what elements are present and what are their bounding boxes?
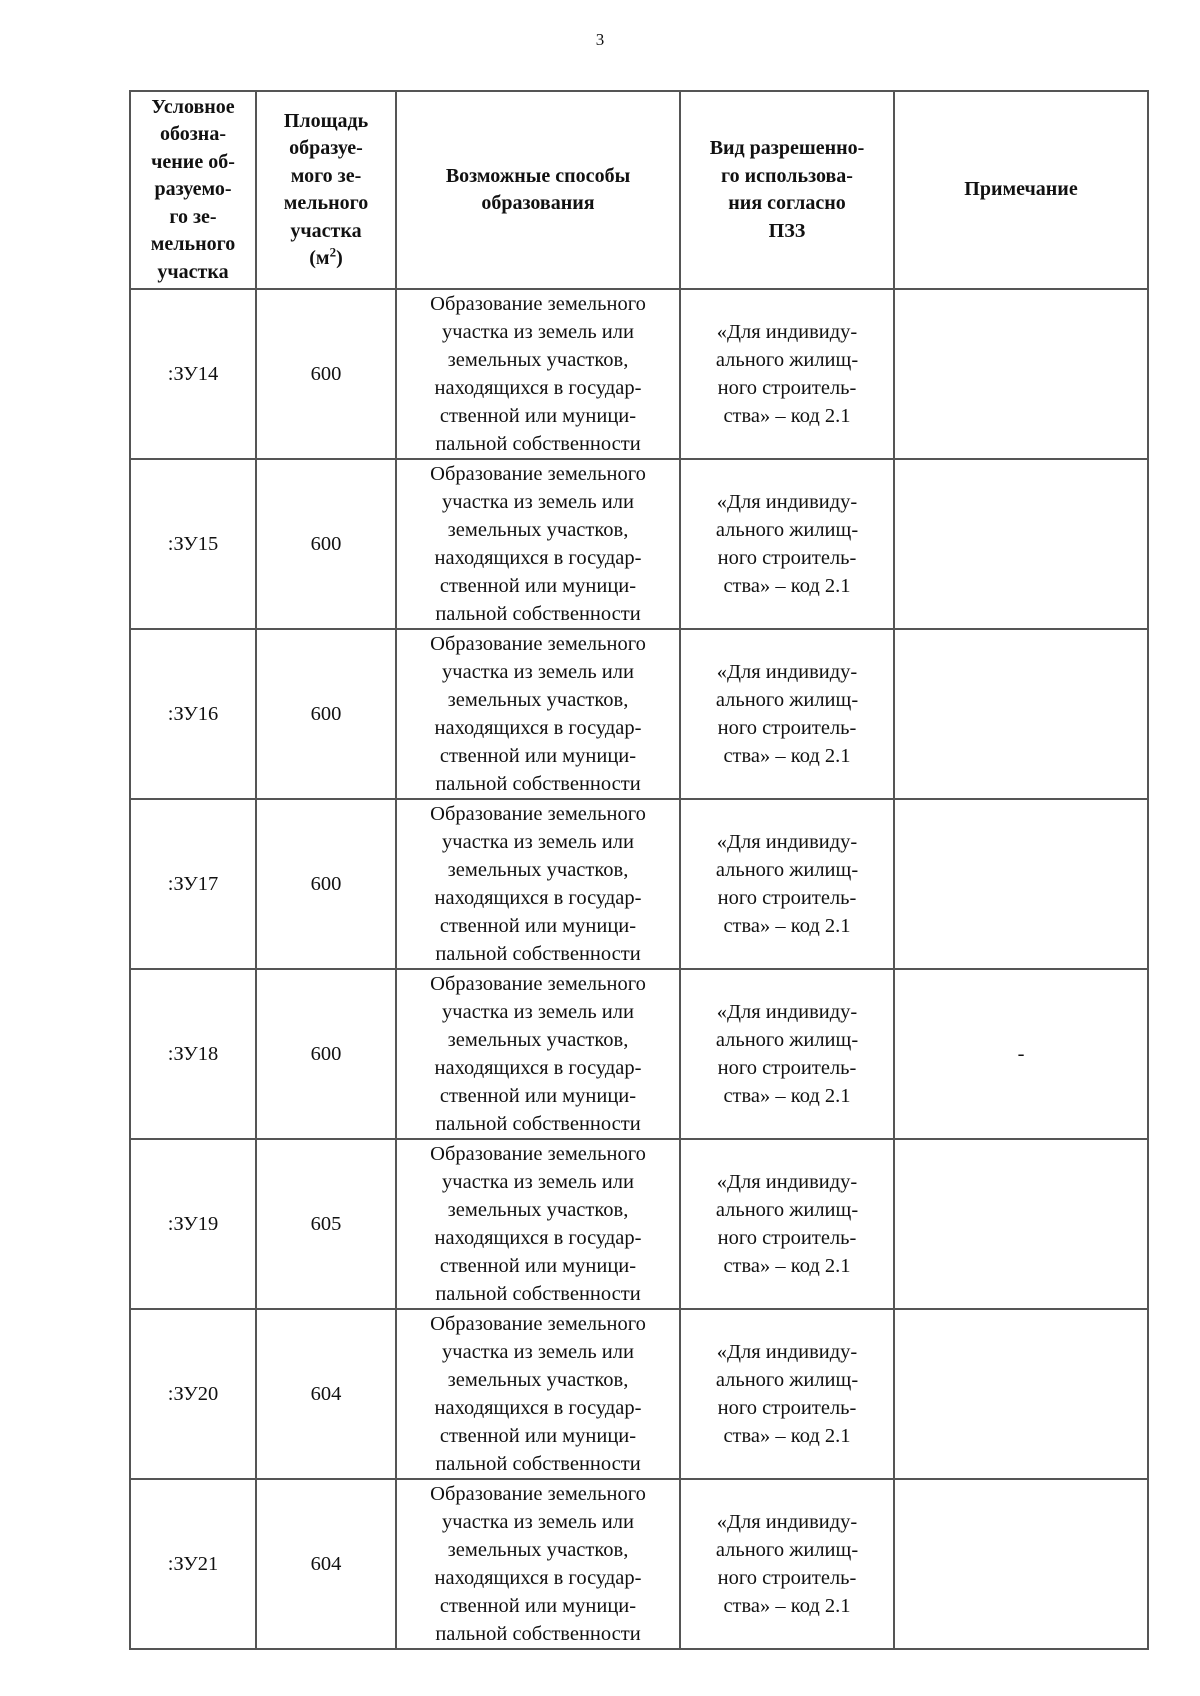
cell-area: 600 (256, 799, 396, 969)
header-use-line: го использова- (721, 164, 853, 187)
cell-use-line: ного строитель- (717, 1397, 857, 1419)
cell-note (894, 629, 1148, 799)
cell-use-line: ства» – код 2.1 (723, 915, 851, 937)
cell-method-line: земельных участков, (447, 1029, 629, 1051)
cell-use-line: ального жилищ- (715, 1029, 859, 1051)
cell-method-line: участка из земель или (442, 1341, 634, 1363)
cell-use-line: ного строитель- (717, 377, 857, 399)
header-area-lines-line: Площадь (283, 109, 369, 132)
header-code-line: участка (157, 260, 229, 283)
cell-code: :ЗУ14 (130, 289, 256, 459)
cell-note (894, 1479, 1148, 1649)
cell-method-line: пальной собственности (435, 1283, 641, 1305)
cell-area: 604 (256, 1309, 396, 1479)
header-area-lines-line: мельного (283, 192, 369, 214)
cell-use (680, 969, 894, 1139)
cell-method-line: ственной или муници- (439, 915, 637, 937)
cell-method-line: земельных участков, (447, 349, 629, 371)
cell-note: - (894, 969, 1148, 1139)
cell-method-line: Образование земельного (430, 1313, 646, 1335)
header-area-lines-line: образуе- (289, 137, 363, 159)
cell-use-line: ства» – код 2.1 (723, 1595, 851, 1617)
cell-method-line: Образование земельного (430, 1143, 646, 1165)
cell-note (894, 1139, 1148, 1309)
cell-use (680, 629, 894, 799)
cell-use-line: ального жилищ- (715, 689, 859, 711)
cell-code: :ЗУ17 (130, 799, 256, 969)
header-use-line: Вид разрешенно- (709, 137, 865, 159)
cell-method-line: находящихся в государ- (434, 1567, 642, 1589)
cell-area: 600 (256, 969, 396, 1139)
header-area (256, 91, 396, 289)
cell-method-line: Образование земельного (430, 633, 646, 655)
cell-method-line: пальной собственности (435, 603, 641, 625)
table-row (130, 1479, 1148, 1649)
header-use (680, 91, 894, 289)
cell-method-line: Образование земельного (430, 803, 646, 825)
cell-method-line: участка из земель или (442, 491, 634, 513)
table-body (130, 289, 1148, 1649)
cell-method-line: ственной или муници- (439, 1085, 637, 1107)
cell-use (680, 1479, 894, 1649)
cell-method-line: пальной собственности (435, 1113, 641, 1135)
cell-method-line: Образование земельного (430, 1483, 646, 1505)
cell-method-line: Образование земельного (430, 973, 646, 995)
header-use-line: ния согласно (728, 192, 846, 214)
header-code (130, 91, 256, 289)
header-code-line: разуемо- (154, 178, 232, 201)
header-area-lines-line: мого зе- (290, 164, 362, 187)
cell-method-line: земельных участков, (447, 689, 629, 711)
cell-use-line: ного строитель- (717, 887, 857, 909)
header-area-unit-sup: 2 (329, 244, 337, 260)
cell-method-line: земельных участков, (447, 1369, 629, 1391)
cell-area: 600 (256, 289, 396, 459)
cell-method-line: находящихся в государ- (434, 547, 642, 569)
cell-method-line: участка из земель или (442, 831, 634, 853)
cell-method-line: участка из земель или (442, 1001, 634, 1023)
header-code-line: го зе- (169, 205, 217, 228)
cell-use-line: «Для индивиду- (716, 491, 858, 513)
table-row (130, 1139, 1148, 1309)
cell-method (396, 629, 680, 799)
cell-method-line: участка из земель или (442, 1511, 634, 1533)
cell-code: :ЗУ20 (130, 1309, 256, 1479)
header-area-unit: $(м^2)$ (309, 244, 343, 269)
cell-code: :ЗУ15 (130, 459, 256, 629)
cell-use-line: ального жилищ- (715, 1539, 859, 1561)
cell-note (894, 289, 1148, 459)
cell-method-line: пальной собственности (435, 433, 641, 455)
header-code-line: Условное (151, 95, 235, 118)
header-method-line: Возможные способы (445, 164, 631, 187)
cell-note (894, 459, 1148, 629)
header-method (396, 91, 680, 289)
cell-method-line: пальной собственности (435, 943, 641, 965)
cell-use (680, 1139, 894, 1309)
header-method-line: образования (481, 192, 595, 214)
table-header-row (130, 91, 1148, 289)
cell-method-line: находящихся в государ- (434, 1397, 642, 1419)
cell-use-line: ства» – код 2.1 (723, 405, 851, 427)
header-code-line: мельного (150, 233, 236, 256)
cell-use-line: ального жилищ- (715, 1199, 859, 1221)
cell-use-line: ного строитель- (717, 1057, 857, 1079)
cell-code: :ЗУ18 (130, 969, 256, 1139)
cell-use-line: ального жилищ- (715, 1369, 859, 1391)
cell-use-line: ного строитель- (717, 547, 857, 569)
cell-method-line: Образование земельного (430, 293, 646, 315)
cell-method-line: ственной или муници- (439, 1595, 637, 1617)
cell-method-line: земельных участков, (447, 519, 629, 541)
cell-method-line: ственной или муници- (439, 1255, 637, 1277)
cell-area: 605 (256, 1139, 396, 1309)
table-row (130, 799, 1148, 969)
cell-area: 600 (256, 629, 396, 799)
cell-use-line: «Для индивиду- (716, 1001, 858, 1023)
table-row (130, 629, 1148, 799)
cell-use-line: ства» – код 2.1 (723, 745, 851, 767)
cell-method (396, 1479, 680, 1649)
cell-use-line: «Для индивиду- (716, 321, 858, 343)
cell-use-line: «Для индивиду- (716, 661, 858, 683)
cell-code: :ЗУ16 (130, 629, 256, 799)
header-code-line: обозна- (160, 123, 226, 146)
cell-method (396, 1139, 680, 1309)
table-row (130, 1309, 1148, 1479)
cell-use-line: ства» – код 2.1 (723, 575, 851, 597)
cell-method-line: земельных участков, (447, 1199, 629, 1221)
cell-use-line: ства» – код 2.1 (723, 1425, 851, 1447)
cell-method-line: ственной или муници- (439, 745, 637, 767)
cell-method-line: пальной собственности (435, 1623, 641, 1645)
cell-use-line: ального жилищ- (715, 519, 859, 541)
cell-method-line: участка из земель или (442, 661, 634, 683)
cell-method-line: пальной собственности (435, 1453, 641, 1475)
cell-code: :ЗУ19 (130, 1139, 256, 1309)
cell-use (680, 459, 894, 629)
cell-area: 604 (256, 1479, 396, 1649)
land-plots-table (129, 90, 1149, 1650)
cell-use-line: ного строитель- (717, 717, 857, 739)
cell-method (396, 289, 680, 459)
cell-code: :ЗУ21 (130, 1479, 256, 1649)
cell-use-line: ного строитель- (717, 1567, 857, 1589)
cell-use-line: ного строитель- (717, 1227, 857, 1249)
cell-method-line: находящихся в государ- (434, 377, 642, 399)
header-use-line: ПЗЗ (768, 219, 806, 242)
cell-use-line: «Для индивиду- (716, 1341, 858, 1363)
cell-note (894, 799, 1148, 969)
table-row (130, 459, 1148, 629)
cell-method-line: земельных участков, (447, 1539, 629, 1561)
cell-use-line: «Для индивиду- (716, 1511, 858, 1533)
cell-use-line: ства» – код 2.1 (723, 1085, 851, 1107)
cell-note (894, 1309, 1148, 1479)
cell-method-line: находящихся в государ- (434, 887, 642, 909)
cell-use (680, 1309, 894, 1479)
cell-method-line: ственной или муници- (439, 405, 637, 427)
cell-method (396, 459, 680, 629)
cell-method-line: находящихся в государ- (434, 1227, 642, 1249)
cell-method (396, 799, 680, 969)
cell-use-line: ального жилищ- (715, 859, 859, 881)
cell-method-line: участка из земель или (442, 321, 634, 343)
cell-area: 600 (256, 459, 396, 629)
table-row (130, 289, 1148, 459)
cell-method-line: земельных участков, (447, 859, 629, 881)
cell-method (396, 1309, 680, 1479)
cell-use (680, 289, 894, 459)
cell-method-line: пальной собственности (435, 773, 641, 795)
page-number: 3 (595, 30, 605, 49)
cell-use-line: «Для индивиду- (716, 831, 858, 853)
cell-method-line: находящихся в государ- (434, 1057, 642, 1079)
cell-method-line: ственной или муници- (439, 1425, 637, 1447)
header-area-lines-line: участка (290, 219, 362, 242)
header-area-lines (261, 108, 391, 246)
table-row (130, 969, 1148, 1139)
cell-method-line: ственной или муници- (439, 575, 637, 597)
cell-use-line: ального жилищ- (715, 349, 859, 371)
cell-use-line: ства» – код 2.1 (723, 1255, 851, 1277)
header-code-line: чение об- (151, 150, 235, 173)
cell-use-line: «Для индивиду- (716, 1171, 858, 1193)
cell-method-line: Образование земельного (430, 463, 646, 485)
cell-method-line: находящихся в государ- (434, 717, 642, 739)
cell-method (396, 969, 680, 1139)
cell-use (680, 799, 894, 969)
header-note: Примечание (894, 91, 1148, 289)
cell-method-line: участка из земель или (442, 1171, 634, 1193)
